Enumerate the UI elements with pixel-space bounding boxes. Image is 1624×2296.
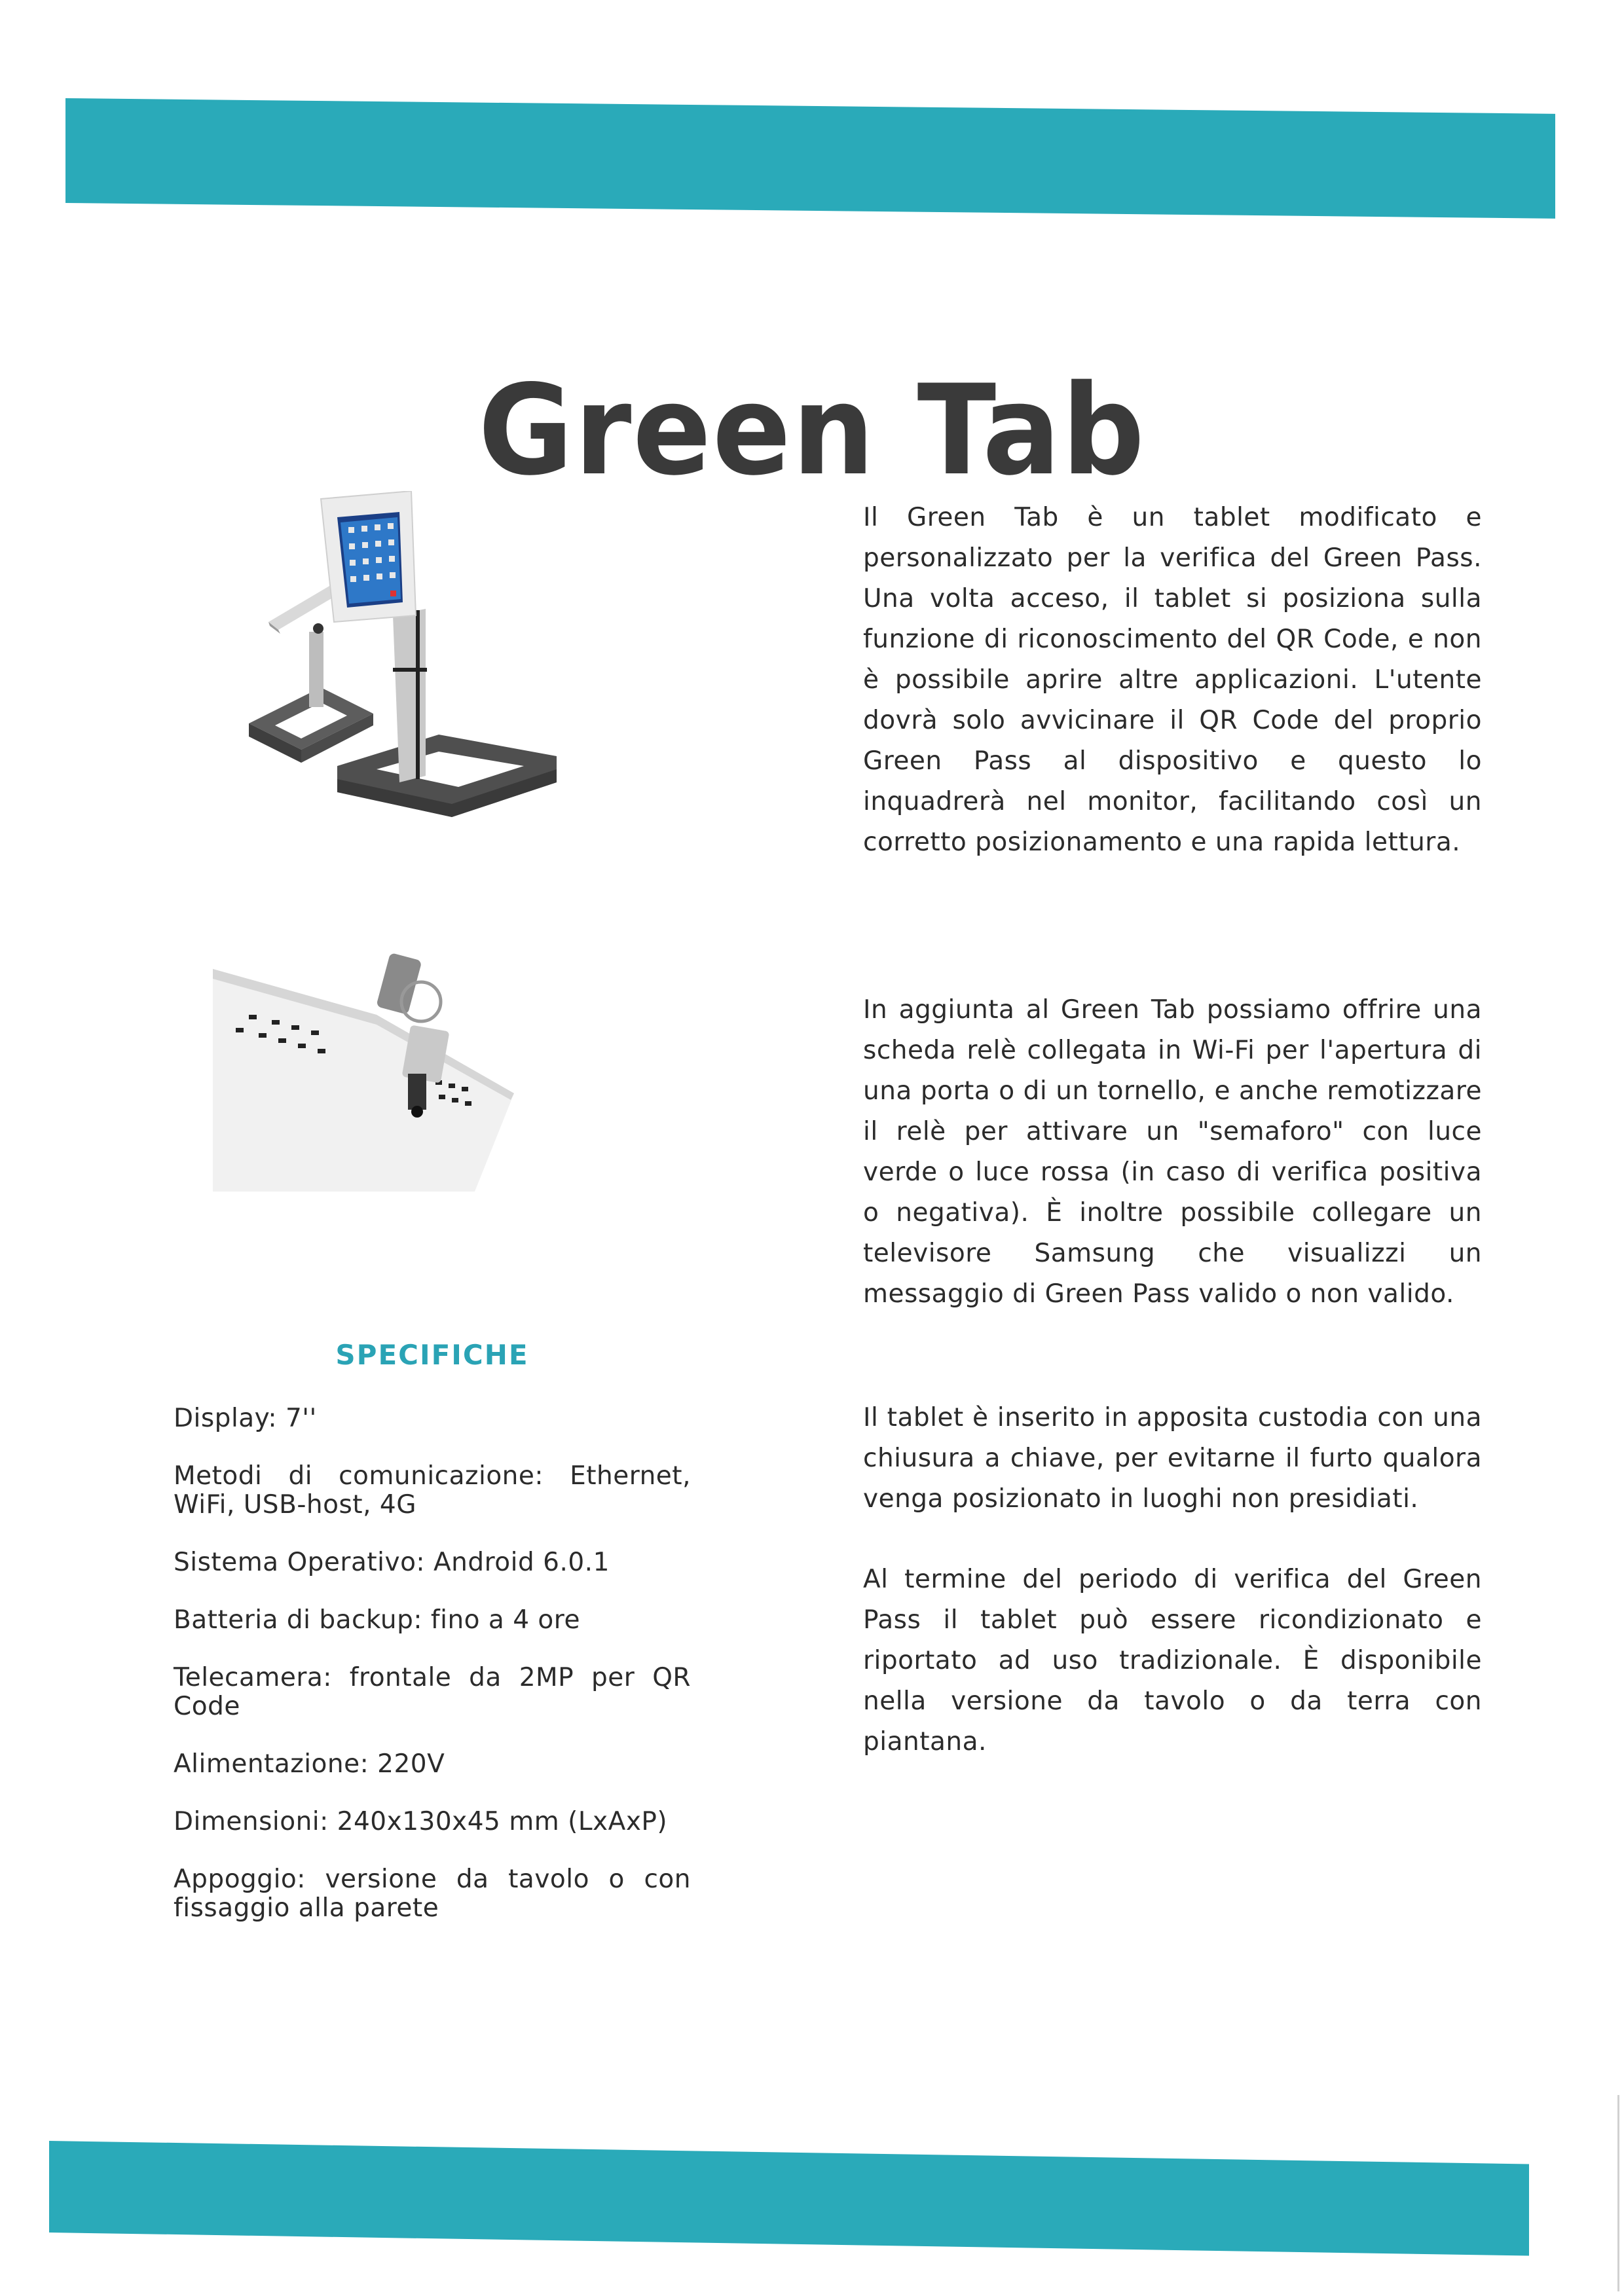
scan-edge-line (1617, 2095, 1619, 2291)
paragraph-text: Al termine del periodo di verifica del Green Pass il tablet può essere ricondizionato e riportato ad uso tradizionale. È disponibile nella versione da tavolo o da terra con piantana. (863, 1565, 1482, 1757)
spec-dimensions: Dimensioni: 240x130x45 mm (LxAxP) (174, 1807, 668, 1836)
spec-mounting: Appoggio: versione da tavolo o con fissaggio alla parete (174, 1865, 691, 1923)
spec-power: Alimentazione: 220V (174, 1749, 445, 1779)
intro-paragraph (863, 498, 1482, 863)
specs-heading: SPECIFICHE (335, 1339, 529, 1371)
case-paragraph (863, 1398, 1482, 1520)
key-lock-image (213, 943, 553, 1218)
spec-os: Sistema Operativo: Android 6.0.1 (174, 1548, 610, 1577)
paragraph-text: In aggiunta al Green Tab possiamo offrire una scheda relè collegata in Wi-Fi per l'apertura di una porta o di un tornello, e anche remotizzare il relè per attivare un "semaforo" con luce verde o luce rossa (in caso di verifica positiva o negativa). È inoltre possibile collegare un televisore Samsung che visualizzi un messaggio di Green Pass valido o non valido. (863, 995, 1482, 1309)
paragraph-text: Il Green Tab è un tablet modificato e personalizzato per la verifica del Green Pass. Una volta acceso, il tablet si posiziona sulla funzione di riconoscimento del QR Code, e non è possibile aprire altre applicazioni. L'utente dovrà solo avvicinare il QR Code del proprio Green Pass al dispositivo e questo lo inquadrerà nel monitor, facilitando così un corretto posizionamento e una rapida lettura. (863, 503, 1482, 857)
header-band (65, 98, 1555, 219)
spec-battery: Batteria di backup: fino a 4 ore (174, 1605, 580, 1635)
reuse-paragraph (863, 1559, 1482, 1762)
footer-band (49, 2141, 1529, 2256)
main-stand (321, 491, 557, 817)
spec-camera: Telecamera: frontale da 2MP per QR Code (174, 1663, 691, 1721)
tablet-stand-image (236, 491, 629, 825)
page-title: Green Tab (478, 358, 1146, 503)
spec-communication: Metodi di comunicazione: Ethernet, WiFi, USB-host, 4G (174, 1461, 691, 1520)
paragraph-text: Il tablet è inserito in apposita custodia con una chiusura a chiave, per evitarne il furto qualora venga posizionato in luoghi non presidiati. (863, 1403, 1482, 1514)
relay-paragraph (863, 990, 1482, 1315)
spec-display: Display: 7'' (174, 1404, 317, 1433)
specs-list (174, 1404, 691, 1952)
